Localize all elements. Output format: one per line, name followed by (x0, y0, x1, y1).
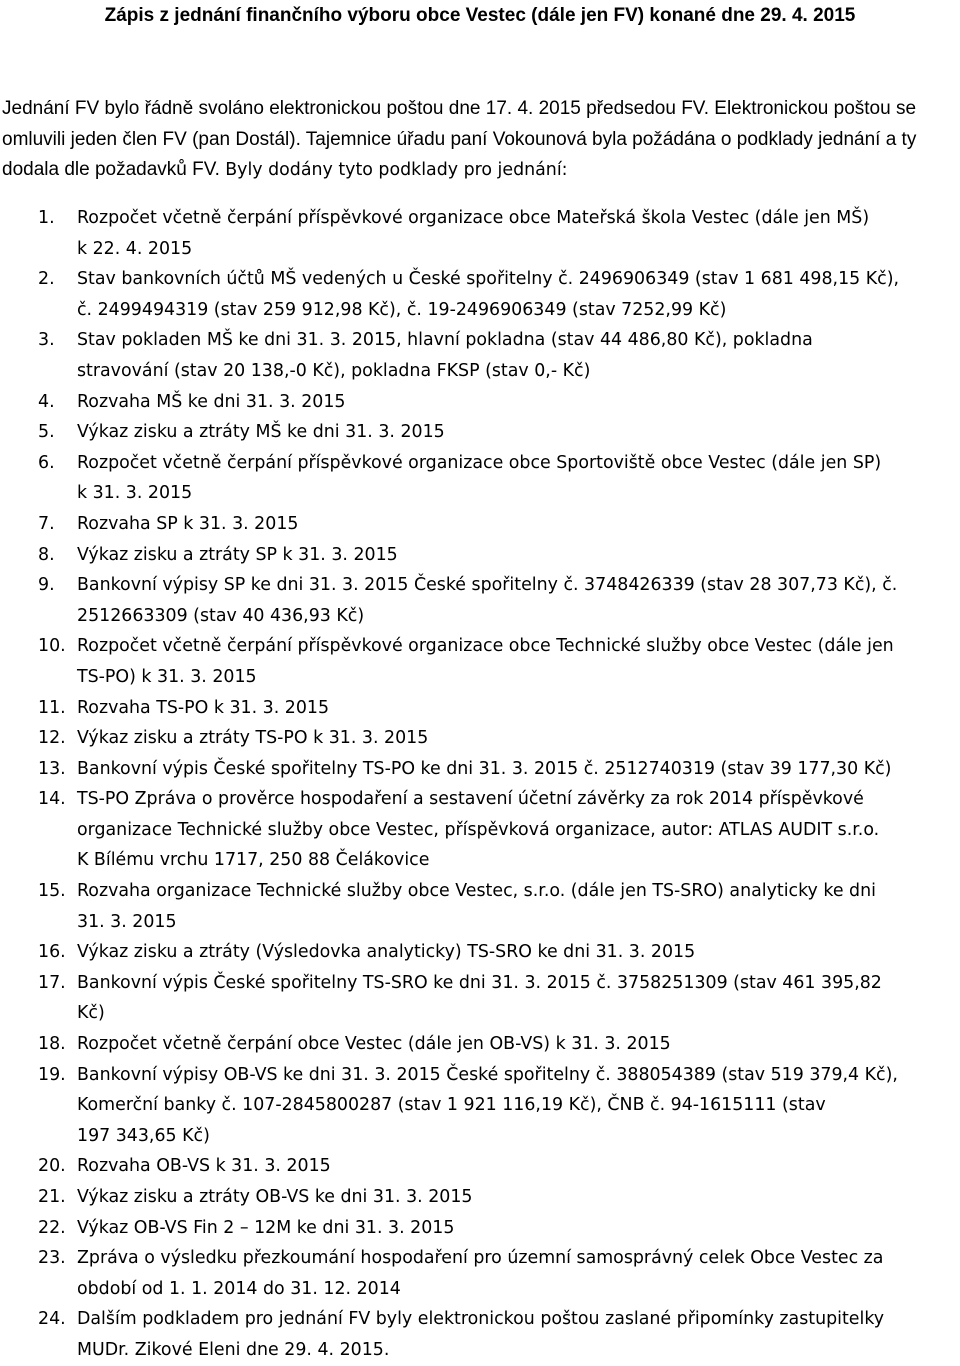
list-item-number: 19. (38, 1064, 66, 1085)
list-item-number: 1. (38, 208, 55, 228)
list-item-number: 9. (38, 575, 55, 596)
list-item (0, 540, 960, 571)
list-item (0, 1213, 960, 1244)
list-item (0, 968, 960, 1029)
intro-paragraph (2, 94, 952, 186)
list-item-text: Rozvaha MŠ ke dni 31. 3. 2015 (77, 391, 346, 412)
list-item (0, 1304, 960, 1365)
list-item-number: 17. (38, 972, 66, 993)
list-item (0, 570, 960, 631)
list-item (0, 784, 960, 876)
list-item-text: Stav bankovních účtů MŠ vedených u České spořitelny č. 2496906349 (stav 1 681 498,15 Kč), č. 2499494319 (stav 259 912,98 Kč), č. 19-2496906349 (stav 7252,99 Kč) (77, 269, 900, 320)
list-item-number: 13. (38, 758, 66, 779)
list-item (0, 1029, 960, 1060)
list-item-text: Bankovní výpis České spořitelny TS-PO ke dni 31. 3. 2015 č. 2512740319 (stav 39 177,30 Kč) (77, 758, 892, 779)
list-item (0, 1060, 960, 1152)
list-item-number: 11. (38, 697, 66, 718)
list-item-text: Výkaz zisku a ztráty TS-PO k 31. 3. 2015 (77, 728, 429, 749)
list-item (0, 264, 960, 325)
list-item-number: 14. (38, 789, 66, 810)
list-item-text: Výkaz zisku a ztráty OB-VS ke dni 31. 3. 2015 (77, 1187, 473, 1207)
list-item-text: Rozpočet včetně čerpání obce Vestec (dále jen OB-VS) k 31. 3. 2015 (77, 1034, 671, 1055)
list-item-text: TS-PO Zpráva o prověrce hospodaření a sestavení účetní závěrky za rok 2014 příspěvkové organizace Technické služby obce Vestec, příspěvková organizace, autor: ATLAS AUDIT s.r.o. K Bílému vrchu 1717, 250 88 Čelákovice (77, 789, 880, 871)
list-item (0, 754, 960, 785)
list-item (0, 448, 960, 509)
list-item-number: 3. (38, 330, 55, 351)
list-item-number: 5. (38, 422, 55, 443)
list-item (0, 1182, 960, 1213)
list-item (0, 1151, 960, 1182)
list-item-text: Zpráva o výsledku přezkoumání hospodaření pro územní samosprávný celek Obce Vestec za období od 1. 1. 2014 do 31. 12. 2014 (77, 1248, 884, 1299)
list-item-number: 22. (38, 1217, 66, 1238)
list-item-number: 4. (38, 391, 55, 412)
list-item-number: 6. (38, 452, 55, 473)
list-item (0, 937, 960, 968)
list-item-text: Rozvaha SP k 31. 3. 2015 (77, 513, 299, 534)
list-item-number: 23. (38, 1248, 66, 1269)
list-item (0, 417, 960, 448)
list-item (0, 509, 960, 540)
list-item-text: Rozpočet včetně čerpání příspěvkové organizace obce Mateřská škola Vestec (dále jen MŠ) k 22. 4. 2015 (77, 208, 870, 259)
list-item-number: 16. (38, 942, 66, 963)
list-item (0, 723, 960, 754)
document-title: Zápis z jednání finančního výboru obce Vestec (dále jen FV) konané dne 29. 4. 2015 (104, 5, 856, 26)
list-item-text: Stav pokladen MŠ ke dni 31. 3. 2015, hlavní pokladna (stav 44 486,80 Kč), pokladna stravování (stav 20 138,-0 Kč), pokladna FKSP (stav 0,- Kč) (77, 330, 813, 381)
list-item-number: 18. (38, 1034, 66, 1055)
list-item-number: 7. (38, 513, 55, 534)
list-item-number: 10. (38, 636, 66, 657)
list-item-text: Výkaz zisku a ztráty (Výsledovka analyticky) TS-SRO ke dni 31. 3. 2015 (77, 942, 696, 963)
list-item-number: 15. (38, 881, 66, 902)
list-item-text: Bankovní výpis České spořitelny TS-SRO ke dni 31. 3. 2015 č. 3758251309 (stav 461 395,82 Kč) (77, 972, 882, 1024)
intro-last-sentence: Byly dodány tyto podklady pro jednání: (225, 160, 568, 180)
list-item-text: Výkaz zisku a ztráty SP k 31. 3. 2015 (77, 544, 398, 565)
materials-list (0, 203, 960, 1366)
list-item (0, 325, 960, 386)
list-item-number: 21. (38, 1187, 66, 1207)
list-item (0, 631, 960, 692)
list-item-text: Výkaz OB-VS Fin 2 – 12M ke dni 31. 3. 2015 (77, 1217, 455, 1238)
list-item-text: Bankovní výpisy OB-VS ke dni 31. 3. 2015 České spořitelny č. 388054389 (stav 519 379,4 Kč), Komerční banky č. 107-2845800287 (stav 1 921 116,19 Kč), ČNB č. 94-1615111 (stav 197 343,65 Kč) (77, 1064, 898, 1146)
list-item-number: 12. (38, 728, 66, 749)
list-item-text: Rozvaha OB-VS k 31. 3. 2015 (77, 1156, 331, 1177)
list-item-text: Dalším podkladem pro jednání FV byly elektronickou poštou zaslané připomínky zastupitelky MUDr. Zikové Eleni dne 29. 4. 2015. (77, 1309, 885, 1360)
list-item-text: Bankovní výpisy SP ke dni 31. 3. 2015 České spořitelny č. 3748426339 (stav 28 307,73 Kč), č. 2512663309 (stav 40 436,93 Kč) (77, 575, 898, 626)
list-item (0, 876, 960, 937)
list-item-text: Výkaz zisku a ztráty MŠ ke dni 31. 3. 2015 (77, 422, 445, 443)
list-item-text: Rozpočet včetně čerpání příspěvkové organizace obce Sportoviště obce Vestec (dále jen SP) k 31. 3. 2015 (77, 452, 882, 504)
list-item-text: Rozpočet včetně čerpání příspěvkové organizace obce Technické služby obce Vestec (dále jen TS-PO) k 31. 3. 2015 (77, 636, 894, 687)
list-item (0, 693, 960, 724)
list-item-number: 2. (38, 269, 55, 290)
list-item (0, 203, 960, 264)
list-item (0, 1243, 960, 1304)
list-item (0, 387, 960, 418)
list-item-text: Rozvaha organizace Technické služby obce Vestec, s.r.o. (dále jen TS-SRO) analyticky ke dni 31. 3. 2015 (77, 881, 876, 932)
intro-text: Jednání FV bylo řádně svoláno elektronickou poštou dne 17. 4. 2015 předsedou FV. Elektronickou poštou se omluvili jeden člen FV (pan Dostál). Tajemnice úřadu paní Vokounová byla požádána o podklady jednání a ty dodala dle požadavků FV. (2, 98, 917, 180)
list-item-number: 20. (38, 1156, 66, 1177)
list-item-number: 8. (38, 544, 55, 565)
list-item-number: 24. (38, 1309, 66, 1330)
list-item-text: Rozvaha TS-PO k 31. 3. 2015 (77, 697, 330, 718)
